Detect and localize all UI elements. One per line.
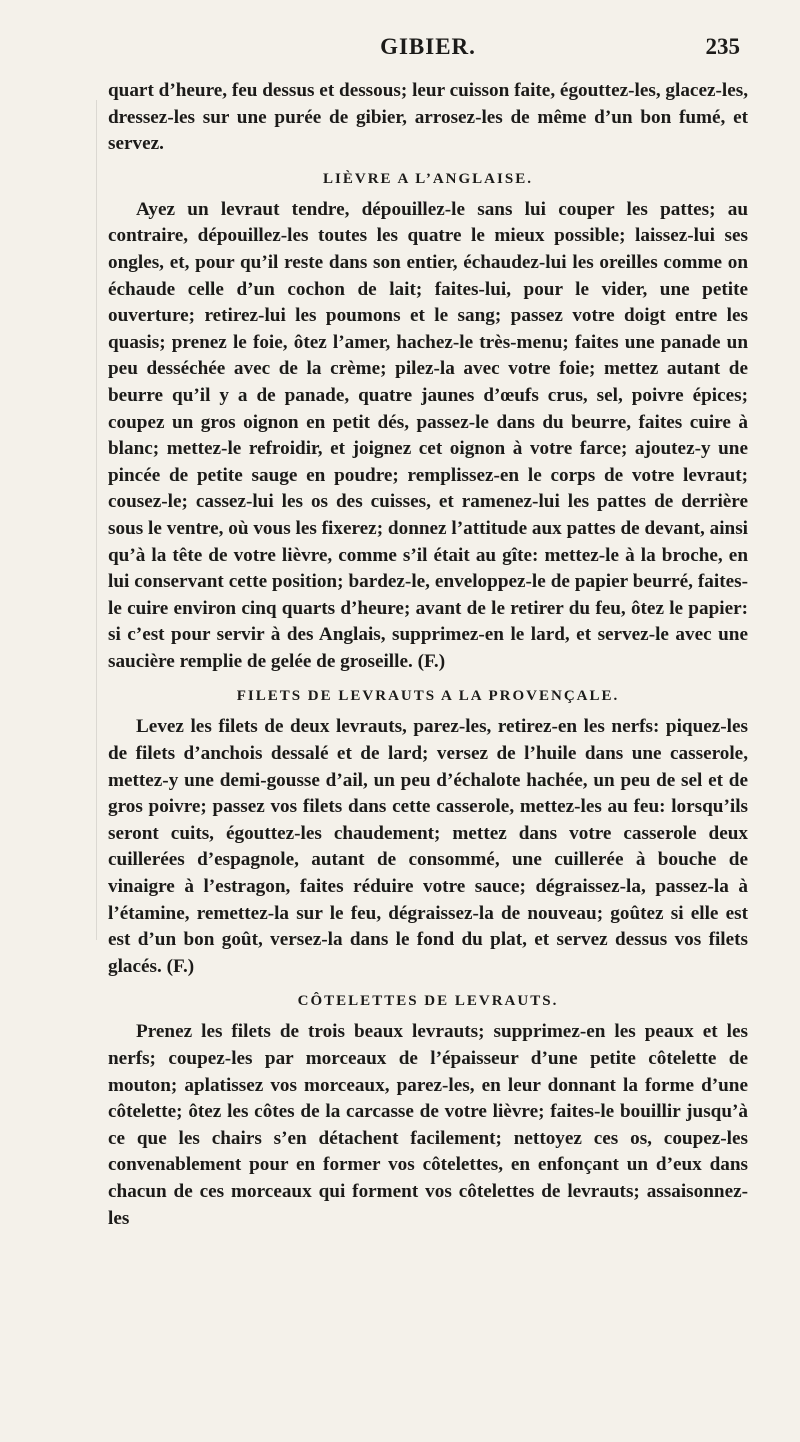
continued-paragraph: quart d’heure, feu dessus et dessous; leur cuisson faite, égouttez-les, glacez-les, dressez-les sur une purée de gibier, arrosez-les de même d’un bon fumé, et servez. [108, 80, 748, 155]
recipe-title: LIÈVRE A L’ANGLAISE. [323, 170, 533, 187]
page-gutter-shadow [96, 100, 97, 940]
recipe-filets-de-levrauts-a-la-provencale [108, 687, 748, 980]
recipe-body: Levez les filets de deux levrauts, parez-les, retirez-en les nerfs: piquez-les de filets d’anchois dessalé et de lard; versez de l’huile dans une casserole, mettez-y une demi-gousse d’ail, un peu d’échalote hachée, un peu de sel et de gros poivre; passez vos filets dans cette casserole, mettez-les au feu: lorsqu’ils seront cuits, égouttez-les chaudement; mettez dans votre casserole deux cuillerées d’espagnole, autant de consommé, une cuillerée à bouche de vinaigre à l’estragon, faites réduire votre sauce; dégraissez-la, passez-la à l’étamine, remettez-la sur le feu, dégraissez-la de nouveau; goûtez si elle est est d’un bon goût, versez-la dans le fond du plat, et servez dessus vos filets glacés. (F.) [108, 716, 748, 977]
recipe-cotelettes-de-levrauts [108, 992, 748, 1232]
recipe-title: FILETS DE LEVRAUTS A LA PROVENÇALE. [236, 688, 620, 705]
continued-recipe [108, 78, 748, 158]
recipe-body: Prenez les filets de trois beaux levrauts; supprimez-en les peaux et les nerfs; coupez-les par morceaux de l’épaisseur d’une petite côtelette de mouton; aplatissez vos morceaux, parez-les, en leur donnant la forme d’une côtelette; ôtez les côtes de la carcasse de votre lièvre; faites-le bouillir jusqu’à ce que les chairs s’en détachent facilement; nettoyez ces os, coupez-les convenablement pour en former vos côtelettes, en enfonçant un d’eux dans chacun de ces morceaux qui forment vos côtelettes de levrauts; assaisonnez-les [108, 1021, 748, 1229]
book-page [108, 34, 748, 1236]
page-number: 235 [705, 34, 740, 59]
recipe-title: CÔTELETTES DE LEVRAUTS. [297, 993, 559, 1010]
running-head [108, 34, 748, 78]
running-title: GIBIER. [380, 34, 476, 59]
recipe-lievre-a-l-anglaise [108, 170, 748, 676]
recipe-body: Ayez un levraut tendre, dépouillez-le sans lui couper les pattes; au contraire, dépouillez-les toutes les quatre le mieux possible; laissez-lui ses ongles, et, pour qu’il reste dans son entier, échaudez-lui les oreilles comme on échaude celle d’un cochon de lait; faites-lui, pour le vider, une petite ouverture; retirez-lui les poumons et le sang; passez votre doigt entre les quasis; prenez le foie, ôtez l’amer, hachez-le très-menu; faites une panade un peu desséchée avec de la crème; pilez-la avec votre foie; mettez autant de beurre qu’il y a de panade, quatre jaunes d’œufs crus, sel, poivre épices; coupez un gros oignon en petit dés, passez-le dans du beurre, faites cuire à blanc; mettez-le refroidir, et joignez cet oignon à votre farce; ajoutez-y une pincée de petite sauge en poudre; remplissez-en le corps de votre levraut; cousez-le; cassez-lui les os des cuisses, et ramenez-lui les pattes de derrière sous le ventre, où vous les fixerez; donnez l’attitude aux pattes de devant, ainsi qu’à la tête de votre lièvre, comme s’il était au gîte: mettez-le à la broche, en lui conservant cette position; bardez-le, enveloppez-le de papier beurré, faites-le cuire environ cinq quarts d’heure; avant de le retirer du feu, ôtez le papier: si c’est pour servir à des Anglais, supprimez-en le lard, et servez-le avec une saucière remplie de gelée de groseille. (F.) [108, 198, 748, 672]
